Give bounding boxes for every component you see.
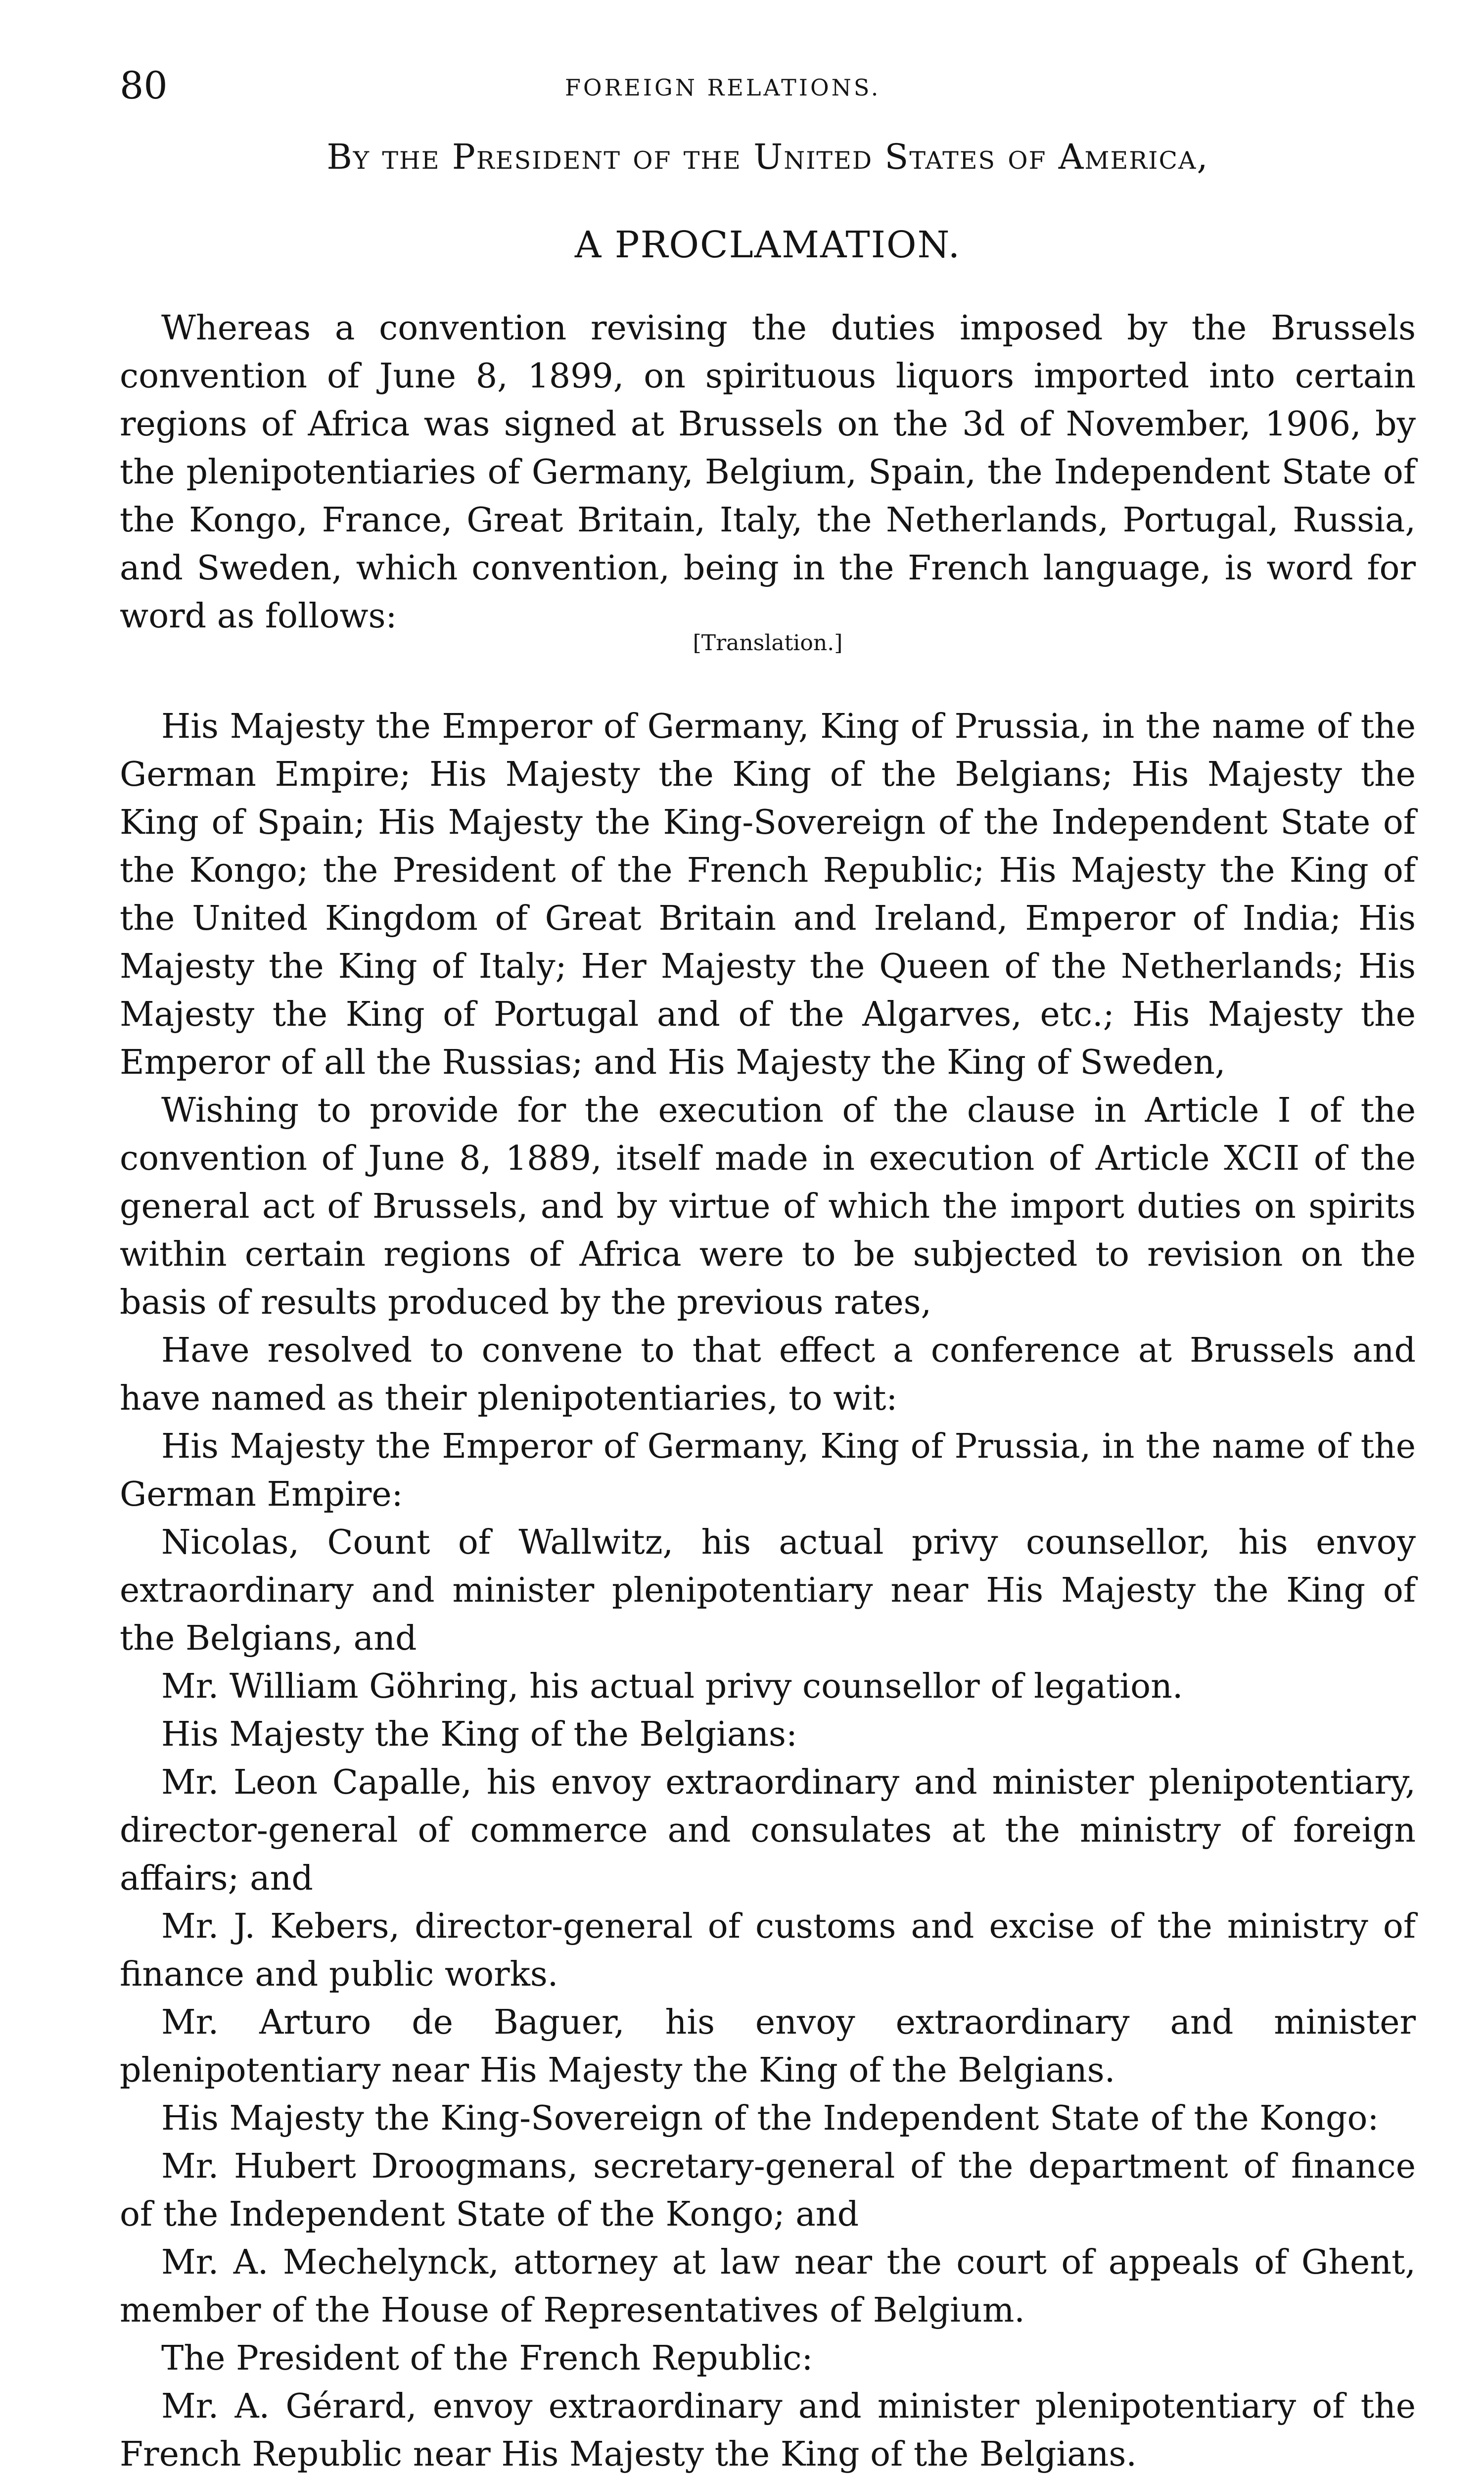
by-line: By the President of the United States of America, [326, 137, 1209, 177]
paragraph: Mr. Hubert Droogmans, secretary-general of the department of finance of the Independent State of the Kongo; and [120, 2147, 1416, 2234]
page-number: 80 [120, 63, 168, 107]
paragraph: The President of the French Republic: [161, 2339, 813, 2378]
whereas-clause [120, 304, 1416, 640]
paragraph: Nicolas, Count of Wallwitz, his actual privy counsellor, his envoy extraordinary and minister plenipotentiary near His Majesty the King of the Belgians, and [120, 1523, 1416, 1658]
convention-text [120, 703, 1416, 2474]
paragraph: His Majesty the Emperor of Germany, King of Prussia, in the name of the German Empire: [120, 1427, 1416, 1514]
whereas-paragraph: Whereas a convention revising the duties imposed by the Brussels convention of June 8, 1899, on spirituous liquors imported into certain regions of Africa was signed at Brussels on the 3d of November, 1906, by the plenipotentiaries of Germany, Belgium, Spain, the Independent State of the Kongo, France, Great Britain, Italy, the Netherlands, Portugal, Russia, and Sweden, which convention, being in the French language, is word for word as follows: [120, 309, 1416, 636]
paragraph: Mr. Leon Capalle, his envoy extraordinary and minister plenipotentiary, director-general of commerce and consulates at the ministry of foreign affairs; and [120, 1763, 1416, 1898]
proclamation-title: A PROCLAMATION. [574, 224, 961, 266]
running-head: FOREIGN RELATIONS. [565, 74, 881, 101]
page-header [120, 58, 1416, 113]
paragraph: Mr. Arturo de Baguer, his envoy extraordinary and minister plenipotentiary near His Majesty the King of the Belgians. [120, 2003, 1416, 2090]
paragraph: Mr. William Göhring, his actual privy counsellor of legation. [161, 1667, 1183, 1706]
paragraph: Mr. J. Kebers, director-general of customs and excise of the ministry of finance and public works. [120, 1907, 1416, 1994]
paragraph: His Majesty the King of the Belgians: [161, 1715, 797, 1754]
translation-note: [Translation.] [693, 630, 843, 656]
paragraph: Have resolved to convene to that effect a conference at Brussels and have named as their plenipotentiaries, to wit: [120, 1331, 1416, 1418]
paragraph: His Majesty the King-Sovereign of the Independent State of the Kongo: [161, 2099, 1379, 2138]
paragraph: Mr. A. Mechelynck, attorney at law near the court of appeals of Ghent, member of the House of Representatives of Belgium. [120, 2243, 1416, 2330]
paragraph: Wishing to provide for the execution of the clause in Article I of the convention of June 8, 1889, itself made in execution of Article XCII of the general act of Brussels, and by virtue of which the import duties on spirits within certain regions of Africa were to be subjected to revision on the basis of results produced by the previous rates, [120, 1091, 1416, 1322]
paragraph: Mr. A. Gérard, envoy extraordinary and minister plenipotentiary of the French Republic near His Majesty the King of the Belgians. [120, 2387, 1416, 2474]
paragraph: His Majesty the Emperor of Germany, King of Prussia, in the name of the German Empire; His Majesty the King of the Belgians; His Majesty the King of Spain; His Majesty the King-Sovereign of the Independent State of the Kongo; the President of the French Republic; His Majesty the King of the United Kingdom of Great Britain and Ireland, Emperor of India; His Majesty the King of Italy; Her Majesty the Queen of the Netherlands; His Majesty the King of Portugal and of the Algarves, etc.; His Majesty the Emperor of all the Russias; and His Majesty the King of Sweden, [120, 707, 1416, 1082]
